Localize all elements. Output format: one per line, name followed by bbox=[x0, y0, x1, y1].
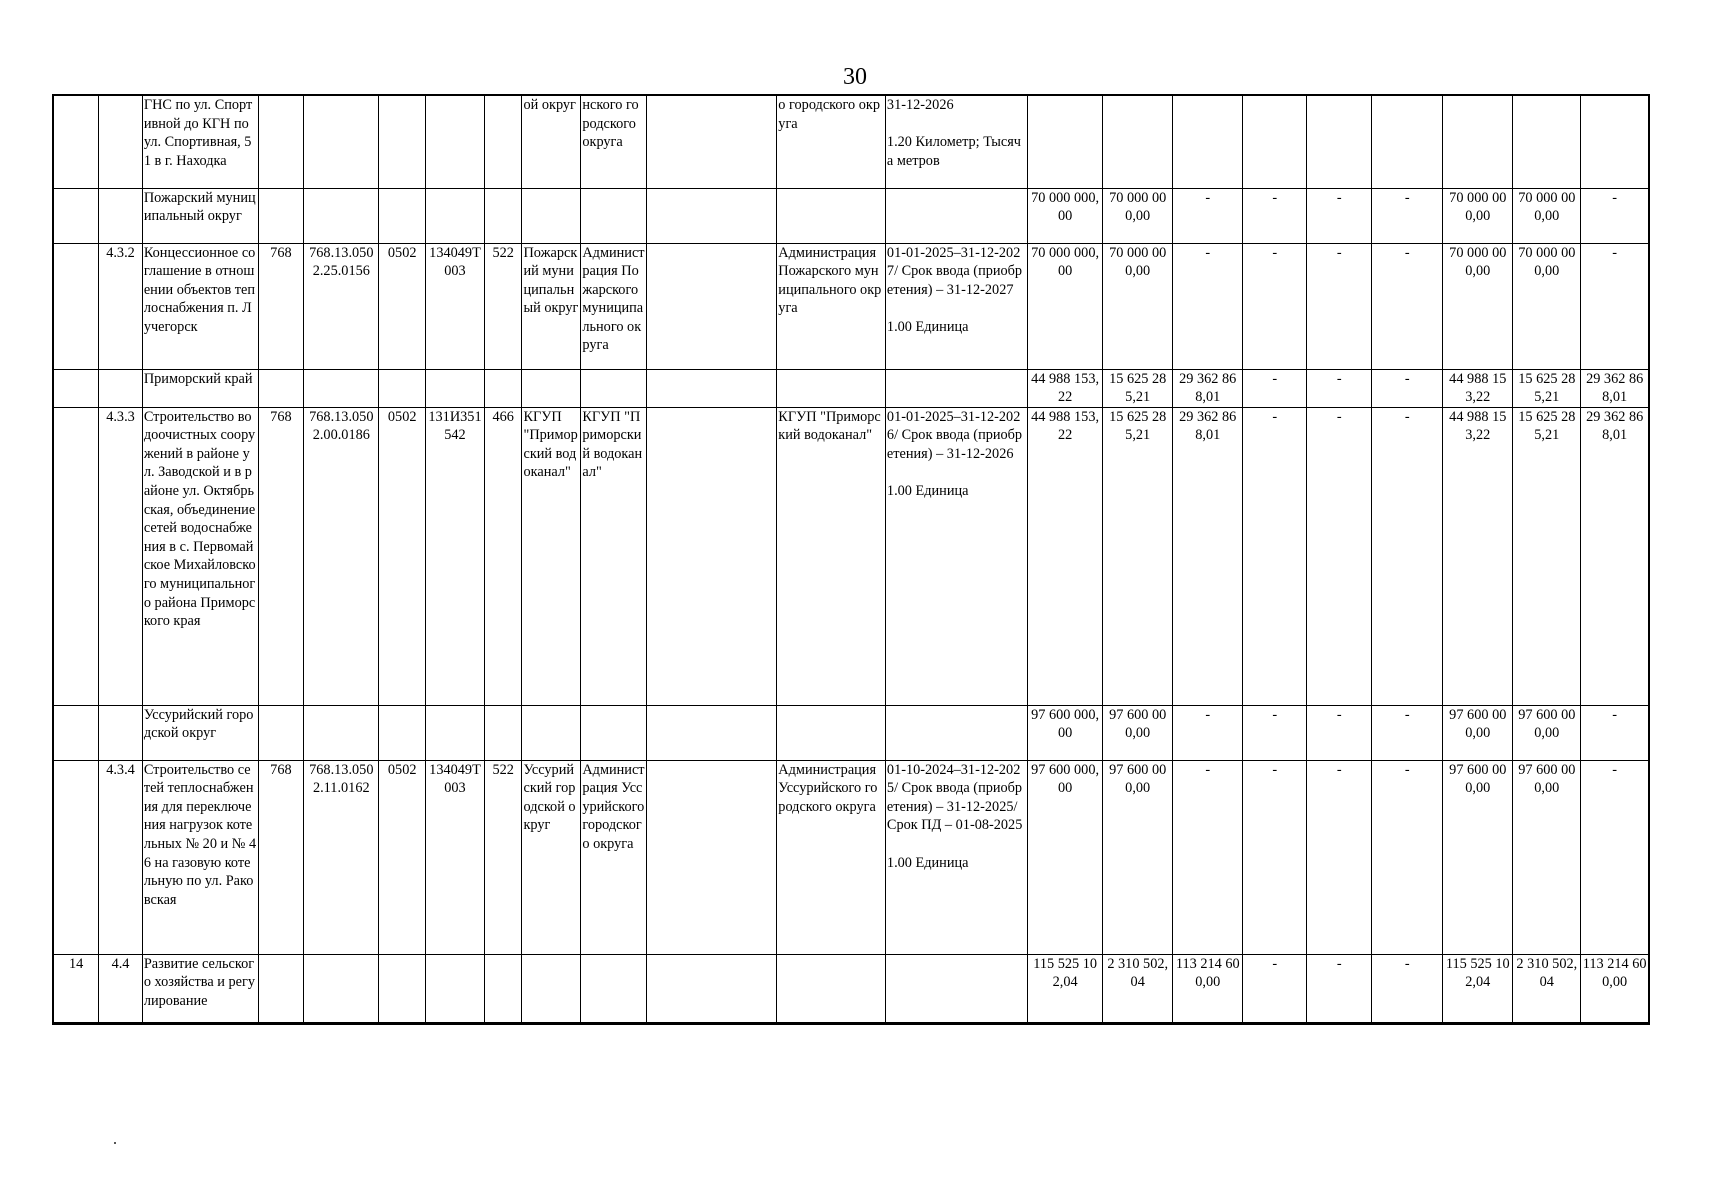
table-cell bbox=[647, 407, 777, 705]
cell-text: 97 600 000,00 bbox=[1109, 761, 1167, 797]
table-cell bbox=[1103, 954, 1173, 1023]
table-cell bbox=[522, 95, 581, 188]
cell-text: - bbox=[1612, 706, 1618, 723]
cell-text: - bbox=[1336, 706, 1342, 723]
table-cell bbox=[304, 188, 379, 243]
cell-text: 4.4 bbox=[111, 955, 130, 972]
cell-text: - bbox=[1272, 706, 1278, 723]
table-cell bbox=[1243, 188, 1307, 243]
scan-speck bbox=[114, 1142, 116, 1144]
table-cell bbox=[426, 705, 485, 760]
table-cell bbox=[1103, 95, 1173, 188]
table-cell bbox=[1028, 95, 1103, 188]
table-cell bbox=[647, 369, 777, 407]
table-cell bbox=[1173, 407, 1243, 705]
table-cell bbox=[1307, 705, 1372, 760]
cell-text: 522 bbox=[492, 244, 514, 261]
cell-text: Строительство сетей теплоснабжения для переключения нагрузок котельных № 20 и № 46 на газовую котельную по ул. Раковская bbox=[143, 761, 257, 908]
cell-text: 97 600 000,00 bbox=[1518, 706, 1576, 742]
cell-text: 70 000 000,00 bbox=[1109, 189, 1167, 225]
table-cell bbox=[304, 243, 379, 369]
table-cell bbox=[522, 243, 581, 369]
table-cell bbox=[885, 760, 1027, 954]
cell-text: - bbox=[1205, 761, 1211, 778]
table-cell bbox=[777, 407, 886, 705]
cell-text: 768 bbox=[270, 761, 292, 778]
table-cell bbox=[1513, 369, 1581, 407]
table-cell bbox=[484, 705, 522, 760]
table-cell bbox=[1443, 369, 1513, 407]
cell-text: КГУП "Приморский водоканал" bbox=[523, 408, 578, 481]
cell-text: - bbox=[1272, 189, 1278, 206]
cell-text: 97 600 000,00 bbox=[1031, 761, 1100, 797]
table-cell bbox=[1372, 954, 1443, 1023]
table-cell bbox=[1581, 95, 1649, 188]
table-cell bbox=[1103, 760, 1173, 954]
table-cell bbox=[1581, 760, 1649, 954]
cell-text: Администрация Пожарского муниципального округа bbox=[778, 244, 882, 317]
cell-text: Развитие сельского хозяйства и регулирование bbox=[143, 955, 255, 1009]
table-cell bbox=[1581, 407, 1649, 705]
table-cell bbox=[1372, 369, 1443, 407]
cell-text: - bbox=[1336, 189, 1342, 206]
table-cell bbox=[99, 243, 143, 369]
cell-text: - bbox=[1612, 761, 1618, 778]
table-cell bbox=[53, 954, 99, 1023]
cell-text: 70 000 000,00 bbox=[1449, 244, 1507, 280]
table-cell bbox=[1173, 954, 1243, 1023]
cell-text: Уссурийский городской округ bbox=[523, 761, 576, 834]
table-cell bbox=[581, 188, 647, 243]
table-cell bbox=[426, 954, 485, 1023]
table-cell bbox=[885, 243, 1027, 369]
table-cell bbox=[1513, 243, 1581, 369]
cell-text: - bbox=[1404, 189, 1410, 206]
cell-text: 768.13.0502.00.0186 bbox=[309, 408, 374, 444]
table-cell bbox=[1243, 407, 1307, 705]
table-cell bbox=[1243, 95, 1307, 188]
table-cell bbox=[258, 407, 304, 705]
table-cell bbox=[1372, 760, 1443, 954]
table-row bbox=[53, 243, 1649, 369]
cell-text: 44 988 153,22 bbox=[1031, 408, 1100, 444]
cell-text: 4.3.2 bbox=[106, 244, 135, 261]
table-cell bbox=[777, 369, 886, 407]
table-cell bbox=[142, 95, 258, 188]
table-cell bbox=[379, 188, 426, 243]
cell-text: 4.3.3 bbox=[106, 408, 135, 425]
table-cell bbox=[777, 760, 886, 954]
table-cell bbox=[484, 95, 522, 188]
table-cell bbox=[1028, 407, 1103, 705]
table-cell bbox=[1307, 407, 1372, 705]
cell-text: 131И351542 bbox=[428, 408, 482, 444]
table-cell bbox=[1243, 954, 1307, 1023]
table-cell bbox=[1443, 954, 1513, 1023]
table-cell bbox=[258, 760, 304, 954]
table-cell bbox=[1513, 954, 1581, 1023]
table-cell bbox=[522, 954, 581, 1023]
table-cell bbox=[53, 369, 99, 407]
table-cell bbox=[258, 95, 304, 188]
cell-text: 522 bbox=[492, 761, 514, 778]
table-cell bbox=[1173, 760, 1243, 954]
cell-text: 4.3.4 bbox=[106, 761, 135, 778]
cell-text: - bbox=[1336, 761, 1342, 778]
table-cell bbox=[426, 407, 485, 705]
table-cell bbox=[53, 188, 99, 243]
table-cell bbox=[99, 369, 143, 407]
table-cell bbox=[1581, 369, 1649, 407]
cell-text: - bbox=[1612, 244, 1618, 261]
table-cell bbox=[777, 243, 886, 369]
cell-text: 15 625 285,21 bbox=[1518, 408, 1576, 444]
table-cell bbox=[1307, 243, 1372, 369]
table-cell bbox=[647, 705, 777, 760]
table-cell bbox=[53, 705, 99, 760]
table-cell bbox=[1372, 407, 1443, 705]
table-row bbox=[53, 760, 1649, 954]
table-cell bbox=[1513, 407, 1581, 705]
table-cell bbox=[142, 954, 258, 1023]
table-cell bbox=[258, 705, 304, 760]
table-cell bbox=[99, 705, 143, 760]
cell-text: - bbox=[1272, 244, 1278, 261]
table-cell bbox=[484, 760, 522, 954]
cell-text: - bbox=[1336, 955, 1342, 972]
table-cell bbox=[379, 369, 426, 407]
cell-text: 70 000 000,00 bbox=[1031, 244, 1100, 280]
table-cell bbox=[885, 369, 1027, 407]
table-cell bbox=[1513, 705, 1581, 760]
cell-text: 31-12-2026 1.20 Километр; Тысяча метров bbox=[886, 97, 1021, 169]
cell-text: - bbox=[1404, 761, 1410, 778]
cell-text: - bbox=[1404, 370, 1410, 387]
cell-text: 2 310 502,04 bbox=[1516, 955, 1578, 991]
table-cell bbox=[1513, 188, 1581, 243]
table-cell bbox=[484, 188, 522, 243]
table-row bbox=[53, 188, 1649, 243]
cell-text: 134049Т003 bbox=[429, 244, 481, 280]
table-cell bbox=[1513, 760, 1581, 954]
cell-text: Уссурийский городской округ bbox=[143, 706, 254, 742]
cell-text: - bbox=[1205, 706, 1211, 723]
cell-text: Администрация Пожарского муниципального округа bbox=[582, 244, 645, 354]
table-cell bbox=[99, 760, 143, 954]
table-cell bbox=[258, 243, 304, 369]
cell-text: 14 bbox=[68, 955, 84, 972]
cell-text: 70 000 000,00 bbox=[1518, 189, 1576, 225]
cell-text: - bbox=[1404, 955, 1410, 972]
table-cell bbox=[53, 407, 99, 705]
cell-text: ГНС по ул. Спортивной до КГН по ул. Спортивная, 51 в г. Находка bbox=[143, 97, 253, 169]
table-cell bbox=[1173, 705, 1243, 760]
table-cell bbox=[522, 705, 581, 760]
table-cell bbox=[1581, 954, 1649, 1023]
cell-text: 29 362 868,01 bbox=[1179, 370, 1237, 406]
table-cell bbox=[484, 243, 522, 369]
table-cell bbox=[304, 760, 379, 954]
table-cell bbox=[581, 954, 647, 1023]
table-cell bbox=[53, 95, 99, 188]
cell-text: 29 362 868,01 bbox=[1586, 408, 1644, 444]
table-cell bbox=[1443, 243, 1513, 369]
cell-text: 70 000 000,00 bbox=[1031, 189, 1100, 225]
cell-text: - bbox=[1336, 244, 1342, 261]
cell-text: 115 525 102,04 bbox=[1445, 955, 1510, 991]
cell-text: 97 600 000,00 bbox=[1449, 761, 1507, 797]
table-cell bbox=[53, 243, 99, 369]
table-cell bbox=[885, 407, 1027, 705]
table-cell bbox=[1443, 407, 1513, 705]
table-cell bbox=[1103, 188, 1173, 243]
cell-text: 15 625 285,21 bbox=[1518, 370, 1576, 406]
cell-text: - bbox=[1272, 761, 1278, 778]
table-cell bbox=[1243, 243, 1307, 369]
cell-text: Администрация Уссурийского городского округа bbox=[582, 761, 648, 853]
table-cell bbox=[522, 760, 581, 954]
table-cell bbox=[426, 369, 485, 407]
cell-text: 01-01-2025–31-12-2026/ Срок ввода (приобретения) – 31-12-2026 1.00 Единица bbox=[886, 408, 1023, 500]
table-cell bbox=[1443, 760, 1513, 954]
cell-text: Концессионное соглашение в отношении объектов теплоснабжения п. Лучегорск bbox=[143, 244, 256, 335]
table-cell bbox=[1103, 407, 1173, 705]
table-cell bbox=[1372, 95, 1443, 188]
table-cell bbox=[647, 243, 777, 369]
table-cell bbox=[142, 188, 258, 243]
table-cell bbox=[885, 95, 1027, 188]
table-cell bbox=[304, 407, 379, 705]
table-cell bbox=[581, 95, 647, 188]
cell-text: 134049Т003 bbox=[429, 761, 481, 797]
cell-text: Приморский край bbox=[143, 370, 253, 387]
cell-text: 0502 bbox=[387, 244, 417, 261]
cell-text: 466 bbox=[492, 408, 514, 425]
table-row bbox=[53, 95, 1649, 188]
table-cell bbox=[484, 407, 522, 705]
table-cell bbox=[885, 954, 1027, 1023]
table-cell bbox=[258, 954, 304, 1023]
cell-text: - bbox=[1336, 408, 1342, 425]
cell-text: ой округ bbox=[523, 97, 576, 113]
table-cell bbox=[379, 243, 426, 369]
table-cell bbox=[484, 954, 522, 1023]
cell-text: 01-01-2025–31-12-2027/ Срок ввода (приобретения) – 31-12-2027 1.00 Единица bbox=[886, 244, 1023, 335]
table-cell bbox=[885, 705, 1027, 760]
table-cell bbox=[142, 760, 258, 954]
table-cell bbox=[258, 188, 304, 243]
table-cell bbox=[1581, 705, 1649, 760]
cell-text: 768.13.0502.25.0156 bbox=[309, 244, 374, 280]
table-cell bbox=[1243, 760, 1307, 954]
table-cell bbox=[379, 95, 426, 188]
table-cell bbox=[522, 407, 581, 705]
table-cell bbox=[1513, 95, 1581, 188]
table-cell bbox=[53, 760, 99, 954]
cell-text: 0502 bbox=[387, 761, 417, 778]
table-cell bbox=[1443, 705, 1513, 760]
table-cell bbox=[1028, 954, 1103, 1023]
cell-text: - bbox=[1205, 244, 1211, 261]
cell-text: 01-10-2024–31-12-2025/ Срок ввода (приобретения) – 31-12-2025/ Срок ПД – 01-08-2025 1.00 Единица bbox=[886, 761, 1023, 871]
table-cell bbox=[99, 95, 143, 188]
cell-text: КГУП "Приморский водоканал" bbox=[778, 408, 881, 444]
table-cell bbox=[647, 188, 777, 243]
table-cell bbox=[1443, 95, 1513, 188]
table-cell bbox=[142, 369, 258, 407]
cell-text: Пожарский муниципальный округ bbox=[143, 189, 256, 225]
table-cell bbox=[581, 705, 647, 760]
cell-text: 2 310 502,04 bbox=[1107, 955, 1169, 991]
table-cell bbox=[581, 369, 647, 407]
table-row bbox=[53, 407, 1649, 705]
cell-text: о городского округа bbox=[778, 97, 881, 132]
table-cell bbox=[777, 705, 886, 760]
table-cell bbox=[1103, 369, 1173, 407]
table-cell bbox=[1173, 369, 1243, 407]
table-cell bbox=[426, 760, 485, 954]
table-cell bbox=[1307, 954, 1372, 1023]
table-cell bbox=[1103, 705, 1173, 760]
cell-text: - bbox=[1404, 408, 1410, 425]
cell-text: 0502 bbox=[387, 408, 417, 425]
table-cell bbox=[258, 369, 304, 407]
cell-text: Администрация Уссурийского городского округа bbox=[778, 761, 880, 815]
cell-text: Строительство водоочистных сооружений в районе ул. Заводской и в районе ул. Октябрьская, объединение сетей водоснабжения в с. Первомайское Михайловского муниципального района Приморского края bbox=[143, 408, 259, 630]
table-cell bbox=[1372, 188, 1443, 243]
cell-text: КГУП "Приморский водоканал" bbox=[582, 408, 643, 481]
table-cell bbox=[581, 407, 647, 705]
cell-text: - bbox=[1272, 955, 1278, 972]
cell-text: 768.13.0502.11.0162 bbox=[309, 761, 374, 797]
table-cell bbox=[581, 760, 647, 954]
table-cell bbox=[379, 407, 426, 705]
table-cell bbox=[581, 243, 647, 369]
cell-text: 29 362 868,01 bbox=[1179, 408, 1237, 444]
cell-text: 768 bbox=[270, 408, 292, 425]
table-cell bbox=[1243, 369, 1307, 407]
cell-text: - bbox=[1205, 189, 1211, 206]
page-number: 30 bbox=[843, 64, 867, 90]
table-cell bbox=[1028, 243, 1103, 369]
table-cell bbox=[885, 188, 1027, 243]
table-cell bbox=[777, 188, 886, 243]
table-cell bbox=[379, 705, 426, 760]
cell-text: 113 214 600,00 bbox=[1582, 955, 1647, 991]
budget-table bbox=[52, 94, 1650, 1025]
cell-text: 70 000 000,00 bbox=[1109, 244, 1167, 280]
table-cell bbox=[1307, 760, 1372, 954]
table-cell bbox=[1173, 188, 1243, 243]
table-cell bbox=[1443, 188, 1513, 243]
cell-text: - bbox=[1272, 370, 1278, 387]
table-cell bbox=[304, 95, 379, 188]
table-cell bbox=[426, 188, 485, 243]
table-cell bbox=[1243, 705, 1307, 760]
table-cell bbox=[1173, 95, 1243, 188]
table-cell bbox=[99, 954, 143, 1023]
table-cell bbox=[647, 95, 777, 188]
table-cell bbox=[1581, 243, 1649, 369]
cell-text: 97 600 000,00 bbox=[1518, 761, 1576, 797]
table-cell bbox=[1372, 243, 1443, 369]
cell-text: Пожарский муниципальный округ bbox=[523, 244, 579, 317]
cell-text: 44 988 153,22 bbox=[1449, 370, 1507, 406]
table-cell bbox=[1028, 705, 1103, 760]
table-cell bbox=[1581, 188, 1649, 243]
cell-text: 70 000 000,00 bbox=[1449, 189, 1507, 225]
table-cell bbox=[1307, 95, 1372, 188]
cell-text: - bbox=[1336, 370, 1342, 387]
table-row bbox=[53, 369, 1649, 407]
table-cell bbox=[1173, 243, 1243, 369]
cell-text: 115 525 102,04 bbox=[1033, 955, 1098, 991]
table-cell bbox=[1307, 188, 1372, 243]
table-cell bbox=[1103, 243, 1173, 369]
table-cell bbox=[1372, 705, 1443, 760]
table-cell bbox=[142, 407, 258, 705]
cell-text: 113 214 600,00 bbox=[1175, 955, 1240, 991]
cell-text: 97 600 000,00 bbox=[1109, 706, 1167, 742]
cell-text: 29 362 868,01 bbox=[1586, 370, 1644, 406]
table-cell bbox=[1028, 188, 1103, 243]
cell-text: - bbox=[1404, 706, 1410, 723]
table-cell bbox=[1028, 369, 1103, 407]
cell-text: 97 600 000,00 bbox=[1449, 706, 1507, 742]
cell-text: 44 988 153,22 bbox=[1449, 408, 1507, 444]
cell-text: - bbox=[1404, 244, 1410, 261]
table-cell bbox=[484, 369, 522, 407]
table-cell bbox=[304, 705, 379, 760]
table-cell bbox=[142, 243, 258, 369]
table-cell bbox=[304, 954, 379, 1023]
table-cell bbox=[304, 369, 379, 407]
table-cell bbox=[1307, 369, 1372, 407]
cell-text: 15 625 285,21 bbox=[1109, 408, 1167, 444]
table-cell bbox=[647, 760, 777, 954]
cell-text: 70 000 000,00 bbox=[1518, 244, 1576, 280]
cell-text: 97 600 000,00 bbox=[1031, 706, 1100, 742]
cell-text: - bbox=[1272, 408, 1278, 425]
cell-text: 15 625 285,21 bbox=[1109, 370, 1167, 406]
table-row bbox=[53, 954, 1649, 1023]
table-cell bbox=[426, 95, 485, 188]
table-cell bbox=[426, 243, 485, 369]
cell-text: нского городского округа bbox=[582, 97, 640, 151]
table-row bbox=[53, 705, 1649, 760]
cell-text: 44 988 153,22 bbox=[1031, 370, 1100, 406]
cell-text: 768 bbox=[270, 244, 292, 261]
table-cell bbox=[99, 188, 143, 243]
table-cell bbox=[522, 369, 581, 407]
table-cell bbox=[379, 954, 426, 1023]
table-cell bbox=[777, 95, 886, 188]
table-cell bbox=[777, 954, 886, 1023]
table-cell bbox=[522, 188, 581, 243]
table-cell bbox=[1028, 760, 1103, 954]
cell-text: - bbox=[1612, 189, 1618, 206]
table-cell bbox=[647, 954, 777, 1023]
table-cell bbox=[99, 407, 143, 705]
table-cell bbox=[379, 760, 426, 954]
table-cell bbox=[142, 705, 258, 760]
